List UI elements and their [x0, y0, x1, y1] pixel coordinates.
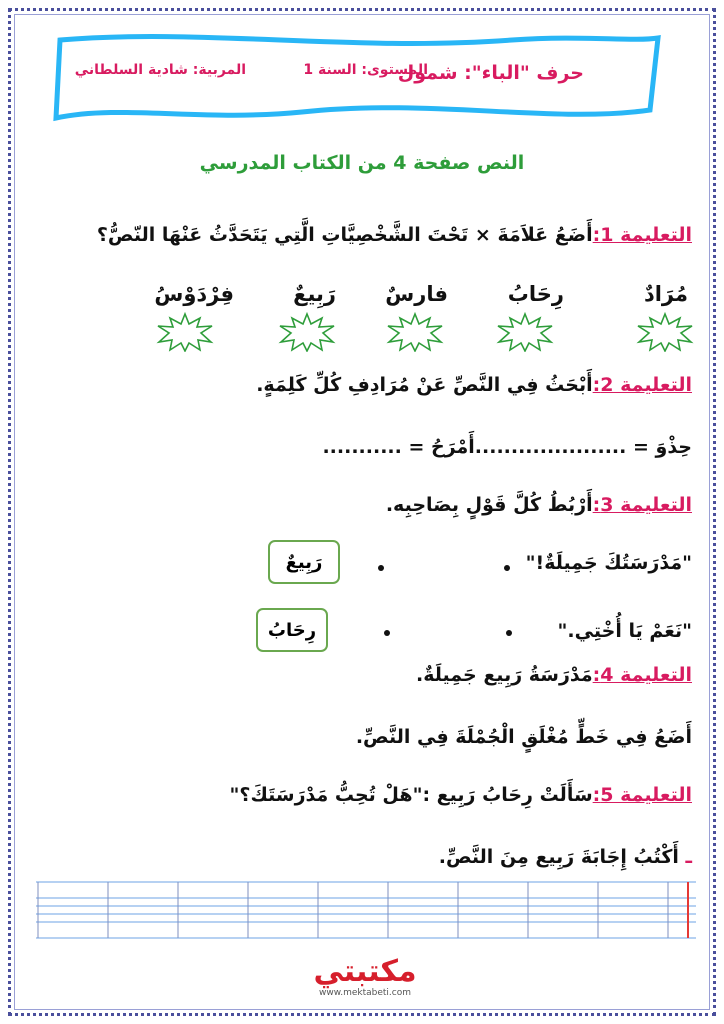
match-dot-quote-1[interactable]: [504, 565, 510, 571]
star-checkbox-4[interactable]: [278, 312, 336, 352]
star-checkbox-3[interactable]: [386, 312, 444, 352]
task2-text: أَبْحَثُ فِي النَّصِّ عَنْ مُرَادِفِ كُلِّ كَلِمَةٍ.: [256, 374, 593, 396]
match-dot-quote-2[interactable]: [506, 630, 512, 636]
task5-label: التعليمة 5:: [592, 784, 692, 806]
logo-text: مكتبتي: [313, 954, 417, 989]
task4-instruction: أَضَعُ فِي خَطٍّ مُغْلَقٍ الْجُمْلَةَ فِي النَّصِّ.: [355, 726, 692, 748]
header-teacher: المربية: شادية السلطاني: [74, 62, 246, 78]
task4-row: [416, 664, 692, 686]
task5-row: [230, 784, 692, 806]
match-dot-name-2[interactable]: [384, 630, 390, 636]
task5-instruction: أَكْتُبُ إِجَابَةَ رَبِيع مِنَ النَّصِّ.: [438, 846, 679, 868]
task1-word-5: فِرْدَوْسُ: [154, 282, 234, 306]
match-dot-name-1[interactable]: [378, 565, 384, 571]
dash-marker: ـ: [678, 846, 692, 868]
task5-text: سَأَلَتْ رِحَابُ رَبِيع :"هَلْ تُحِبُّ مَدْرَسَتَكَ؟": [229, 784, 593, 806]
header-level: المستوى: السنة 1: [303, 62, 428, 78]
task3-row: [386, 494, 692, 516]
task2-label: التعليمة 2:: [592, 374, 692, 396]
task4-label: التعليمة 4:: [592, 664, 692, 686]
task3-quote-2: "نَعَمْ يَا أُخْتِي.": [557, 620, 692, 642]
task1-word-2: رِحَابُ: [507, 282, 564, 306]
task2-row: [256, 374, 692, 396]
task4-sentence: مَدْرَسَةُ رَبِيع جَمِيلَةٌ.: [416, 664, 593, 686]
star-checkbox-1[interactable]: [636, 312, 694, 352]
page-subtitle: النص صفحة 4 من الكتاب المدرسي: [199, 152, 525, 174]
task3-label: التعليمة 3:: [592, 494, 692, 516]
site-logo: [290, 950, 440, 1002]
task3-text: أَرْبُطُ كُلَّ قَوْلٍ بِصَاحِبِه.: [385, 494, 593, 516]
writing-lines[interactable]: [36, 880, 696, 940]
task1-word-3: فارسٌ: [385, 282, 448, 306]
task1-word-1: مُرَادٌ: [643, 282, 688, 306]
task3-quote-1: "مَدْرَسَتُكَ جَمِيلَةٌ!": [525, 552, 692, 574]
task1-text: أَضَعُ عَلاَمَةَ × تَحْتَ الشَّخْصِيَّاتِ الَّتِي يَتَحَدَّثُ عَنْهَا النّصُّ؟: [96, 224, 593, 246]
task1-row: [97, 224, 692, 246]
task2-fill-line[interactable]: حِذْوَ = .....................أَمْرَحُ = ...........: [322, 436, 692, 458]
name-box-1: رَبِيعٌ: [268, 540, 340, 584]
task5-instruction-row: [439, 846, 692, 868]
star-checkbox-5[interactable]: [156, 312, 214, 352]
header-title: حرف "الباء": شمول: [397, 62, 584, 84]
star-checkbox-2[interactable]: [496, 312, 554, 352]
task1-word-4: رَبِيعٌ: [293, 282, 336, 306]
logo-url: www.mektabeti.com: [318, 988, 412, 998]
task1-label: التعليمة 1:: [592, 224, 692, 246]
name-box-2: رِحَابُ: [256, 608, 328, 652]
